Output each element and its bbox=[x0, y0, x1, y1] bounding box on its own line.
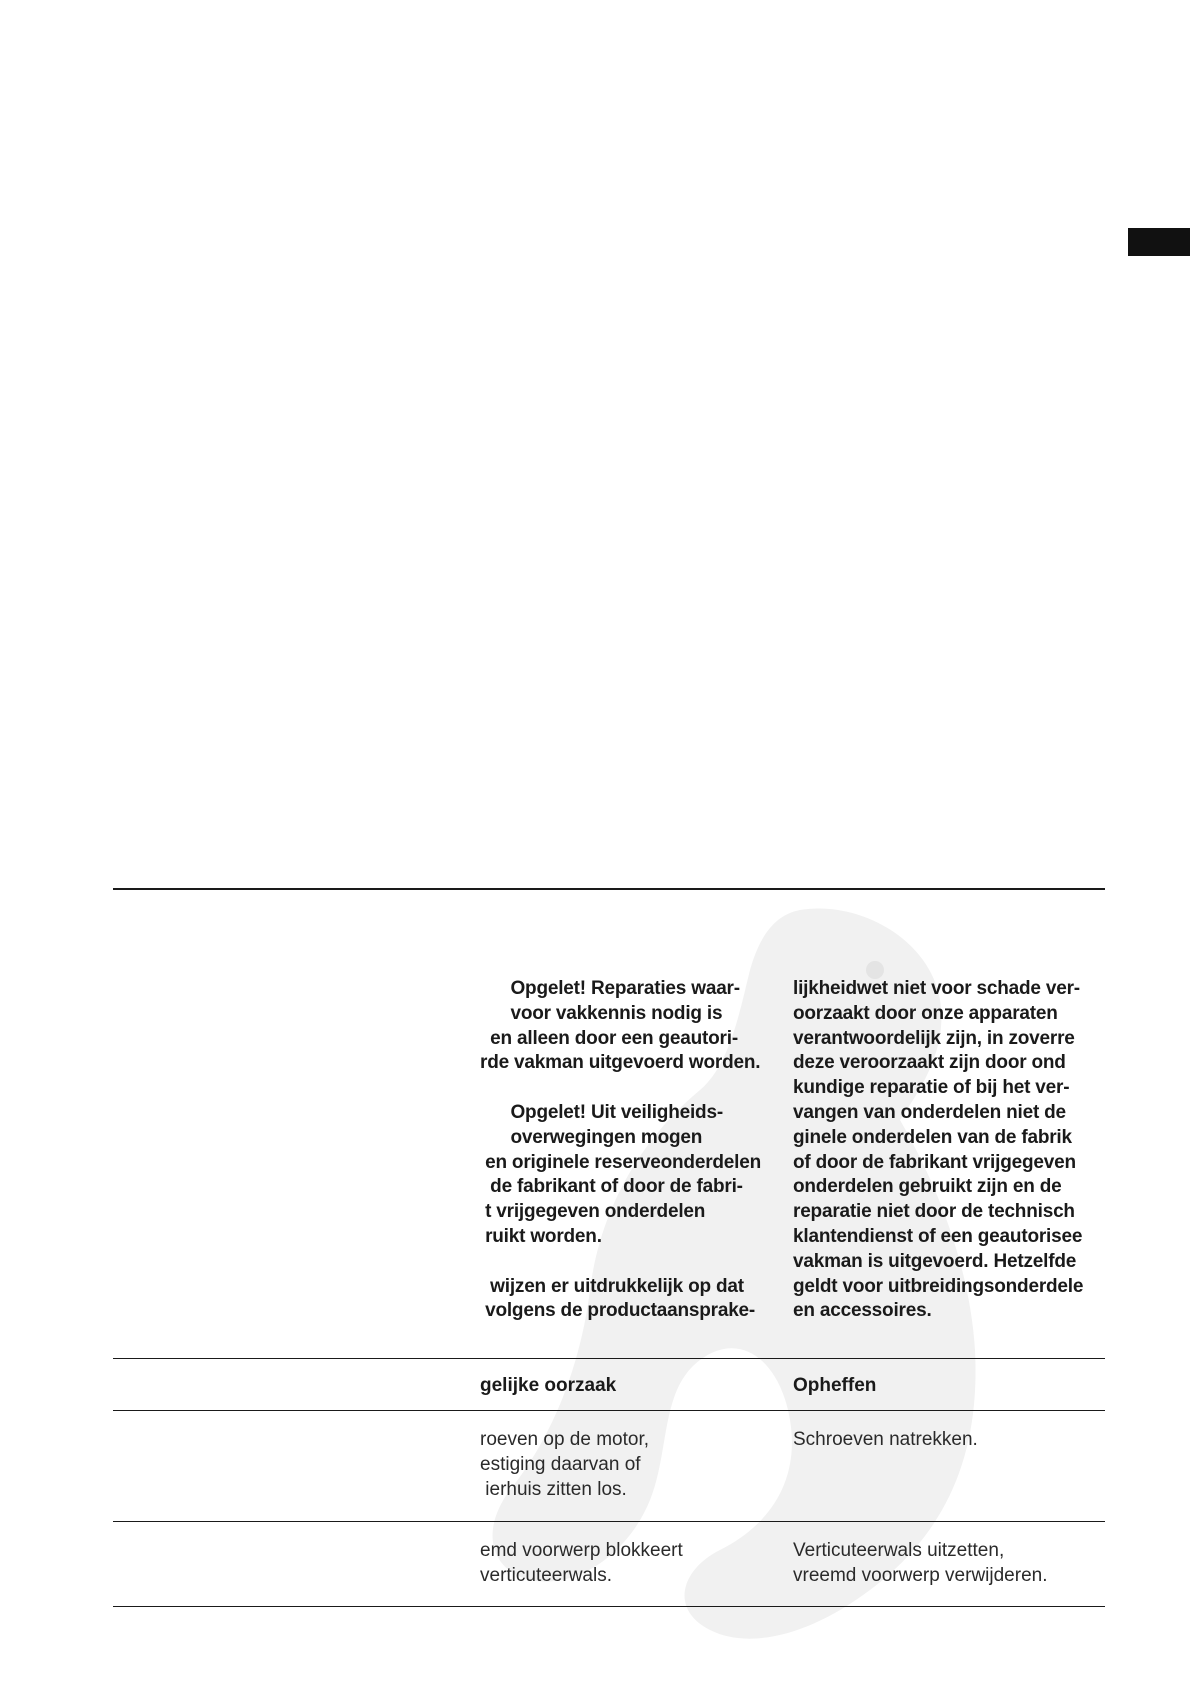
notice-right-line: ginele onderdelen van de fabrik bbox=[793, 1126, 1072, 1148]
row-2-remedy bbox=[793, 1538, 1048, 1588]
row-rule bbox=[113, 1521, 1105, 1522]
remedy-line: vreemd voorwerp verwijderen. bbox=[793, 1565, 1048, 1586]
notice-right-line: deze veroorzaakt zijn door ond bbox=[793, 1052, 1066, 1074]
cause-line: emd voorwerp blokkeert bbox=[480, 1540, 683, 1561]
notice-left-line: overwegingen mogen bbox=[480, 1126, 703, 1148]
notice-right-line: of door de fabrikant vrijgegeven bbox=[793, 1151, 1076, 1173]
notice-right-column bbox=[793, 977, 1083, 1324]
cause-line: verticuteerwals. bbox=[480, 1565, 612, 1586]
notice-left-column bbox=[480, 977, 761, 1324]
remedy-line: Verticuteerwals uitzetten, bbox=[793, 1540, 1005, 1561]
header-remedy: Opheffen bbox=[793, 1375, 877, 1396]
notice-left-line: ruikt worden. bbox=[480, 1225, 602, 1247]
notice-right-line: vakman is uitgevoerd. Hetzelfde bbox=[793, 1250, 1077, 1272]
language-tab-marker bbox=[1128, 228, 1190, 256]
notice-left-line: volgens de productaansprake- bbox=[480, 1300, 756, 1322]
notice-right-line: kundige reparatie of bij het ver- bbox=[793, 1077, 1070, 1099]
header-cause: gelijke oorzaak bbox=[480, 1375, 617, 1396]
notice-left-line: rde vakman uitgevoerd worden. bbox=[480, 1052, 761, 1074]
row-1-cause bbox=[480, 1427, 649, 1502]
cause-line: estiging daarvan of bbox=[480, 1454, 641, 1475]
notice-left-line: Opgelet! Uit veiligheids- bbox=[480, 1101, 723, 1123]
table-top-rule bbox=[113, 1358, 1105, 1359]
row-1-remedy bbox=[793, 1427, 978, 1452]
notice-right-line: en accessoires. bbox=[793, 1300, 932, 1322]
notice-left-line bbox=[480, 1250, 761, 1275]
notice-left-line: en alleen door een geautori- bbox=[480, 1027, 738, 1049]
notice-left-line bbox=[480, 1076, 761, 1101]
notice-right-line: klantendienst of een geautorisee bbox=[793, 1225, 1083, 1247]
notice-right-line: geldt voor uitbreidingsonderdele bbox=[793, 1275, 1084, 1297]
notice-right-line: vangen van onderdelen niet de bbox=[793, 1101, 1066, 1123]
cause-line: ierhuis zitten los. bbox=[480, 1479, 627, 1500]
notice-left-line: en originele reserveonderdelen bbox=[480, 1151, 762, 1173]
header-rule bbox=[113, 1410, 1105, 1411]
notice-right-line: onderdelen gebruikt zijn en de bbox=[793, 1176, 1062, 1198]
table-bottom-rule bbox=[113, 1606, 1105, 1607]
notice-left-line: t vrijgegeven onderdelen bbox=[480, 1201, 706, 1223]
notice-right-line: reparatie niet door de technisch bbox=[793, 1201, 1075, 1223]
remedy-line: Schroeven natrekken. bbox=[793, 1429, 978, 1450]
notice-left-line: voor vakkennis nodig is bbox=[480, 1002, 723, 1024]
notice-left-line: Opgelet! Reparaties waar- bbox=[480, 978, 740, 999]
top-divider bbox=[113, 888, 1105, 890]
notice-left-line: wijzen er uitdrukkelijk op dat bbox=[480, 1275, 744, 1297]
notice-left-line: de fabrikant of door de fabri- bbox=[480, 1176, 743, 1198]
row-2-cause bbox=[480, 1538, 683, 1588]
notice-right-line: verantwoordelijk zijn, in zoverre bbox=[793, 1027, 1075, 1049]
notice-right-line: lijkheidwet niet voor schade ver- bbox=[793, 978, 1080, 999]
notice-right-line: oorzaakt door onze apparaten bbox=[793, 1002, 1058, 1024]
cause-line: roeven op de motor, bbox=[480, 1429, 649, 1450]
